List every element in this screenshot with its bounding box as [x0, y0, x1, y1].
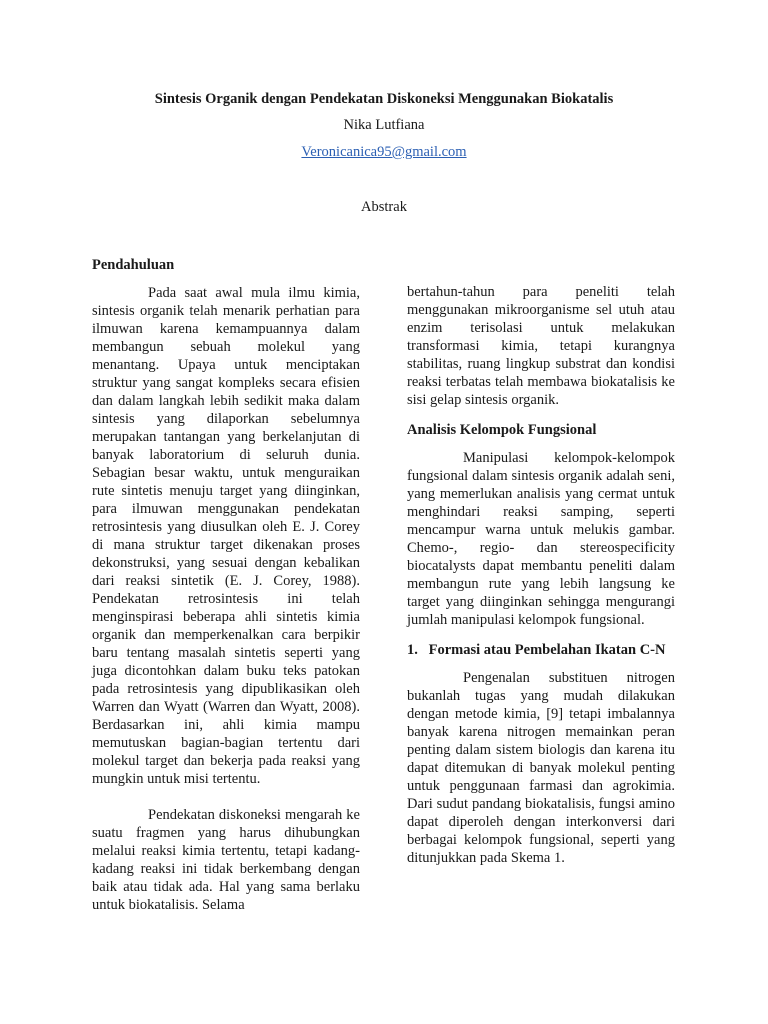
- right-column: [407, 283, 675, 867]
- section-number: 1.: [407, 642, 418, 658]
- paragraph-intro-2: Pendekatan diskoneksi mengarah ke suatu fragmen yang harus dihubungkan melalui reaksi kimia tertentu, tetapi kadang-kadang reaksi ini tidak berkembang dengan baik atau tidak ada. Hal yang sama berlaku untuk biokatalisis. Selama: [92, 807, 360, 913]
- paragraph-analisis: Manipulasi kelompok-kelompok fungsional dalam sintesis organik adalah seni, yang memerlukan analisis yang cermat untuk menghindari reaksi samping, seperti mencampur warna untuk melukis gambar. Chemo-, regio- dan stereospecificity biocatalysts dapat membantu peneliti dalam membangun rute yang lebih langsung ke target yang diinginkan sehingga mengurangi jumlah manipulasi kelompok fungsional.: [407, 450, 675, 628]
- left-column: [92, 256, 360, 914]
- section-heading-formasi: [407, 641, 675, 659]
- section-heading-pendahuluan: Pendahuluan: [92, 257, 175, 273]
- email-link[interactable]: Veronicanica95@gmail.com: [301, 144, 467, 160]
- abstract-heading: Abstrak: [361, 199, 407, 215]
- section-heading-analisis: Analisis Kelompok Fungsional: [407, 422, 597, 438]
- paragraph-formasi: Pengenalan substituen nitrogen bukanlah tugas yang mudah dilakukan dengan metode kimia, [9] tetapi imbalannya banyak karena nitrogen memainkan peran penting dalam sistem biologis dan karena itu dapat ditemukan di banyak molekul penting untuk penggunaan farmasi dan agrokimia. Dari sudut pandang biokatalisis, fungsi amino dapat diperoleh dengan interkonversi dari berbagai kelompok fungsional, seperti yang ditunjukkan pada Skema 1.: [407, 670, 675, 866]
- section-title-formasi: Formasi atau Pembelahan Ikatan C-N: [428, 642, 666, 658]
- paragraph-intro-1: Pada saat awal mula ilmu kimia, sintesis organik telah menarik perhatian para ilmuwan karena kemampuannya dalam membangun sebuah molekul yang menantang. Upaya untuk menciptakan struktur yang sangat kompleks secara efisien dan dalam langkah lebih sedikit maka dalam sintesis yang dilaporkan sebelumnya merupakan tantangan yang berkelanjutan di banyak laboratorium di seluruh dunia. Sebagian besar waktu, untuk menguraikan rute sintetis menuju target yang diinginkan, para ilmuwan menggunakan pendekatan retrosintesis yang diusulkan oleh E. J. Corey di mana struktur target dikenakan proses dekonstruksi, yang sesuai dengan kebalikan dari reaksi sintetik (E. J. Corey, 1988). Pendekatan retrosintesis ini telah menginspirasi beberapa ahli sintetis kimia organik dan memperkenalkan cara berpikir baru tentang masalah sintetis seperti yang juga dicontohkan dalam buku teks patokan pada retrosintesis yang dipublikasikan oleh Warren dan Wyatt (Warren dan Wyatt, 2008). Berdasarkan ini, ahli kimia mampu memutuskan bagian-bagian tertentu dari molekul target dan bekerja pada reaksi yang mungkin untuk misi tertentu.: [92, 285, 360, 787]
- author-name: Nika Lutfiana: [343, 117, 425, 133]
- author-email: [0, 144, 768, 161]
- paragraph-continued: bertahun-tahun para peneliti telah menggunakan mikroorganisme sel utuh atau enzim terisolasi untuk melakukan transformasi kimia, tetapi kurangnya stabilitas, ruang lingkup substrat dan kondisi reaksi terbatas telah membawa biokatalisis ke sisi gelap sintesis organik.: [407, 284, 675, 408]
- paper-title: Sintesis Organik dengan Pendekatan Diskoneksi Menggunakan Biokatalis: [154, 91, 614, 107]
